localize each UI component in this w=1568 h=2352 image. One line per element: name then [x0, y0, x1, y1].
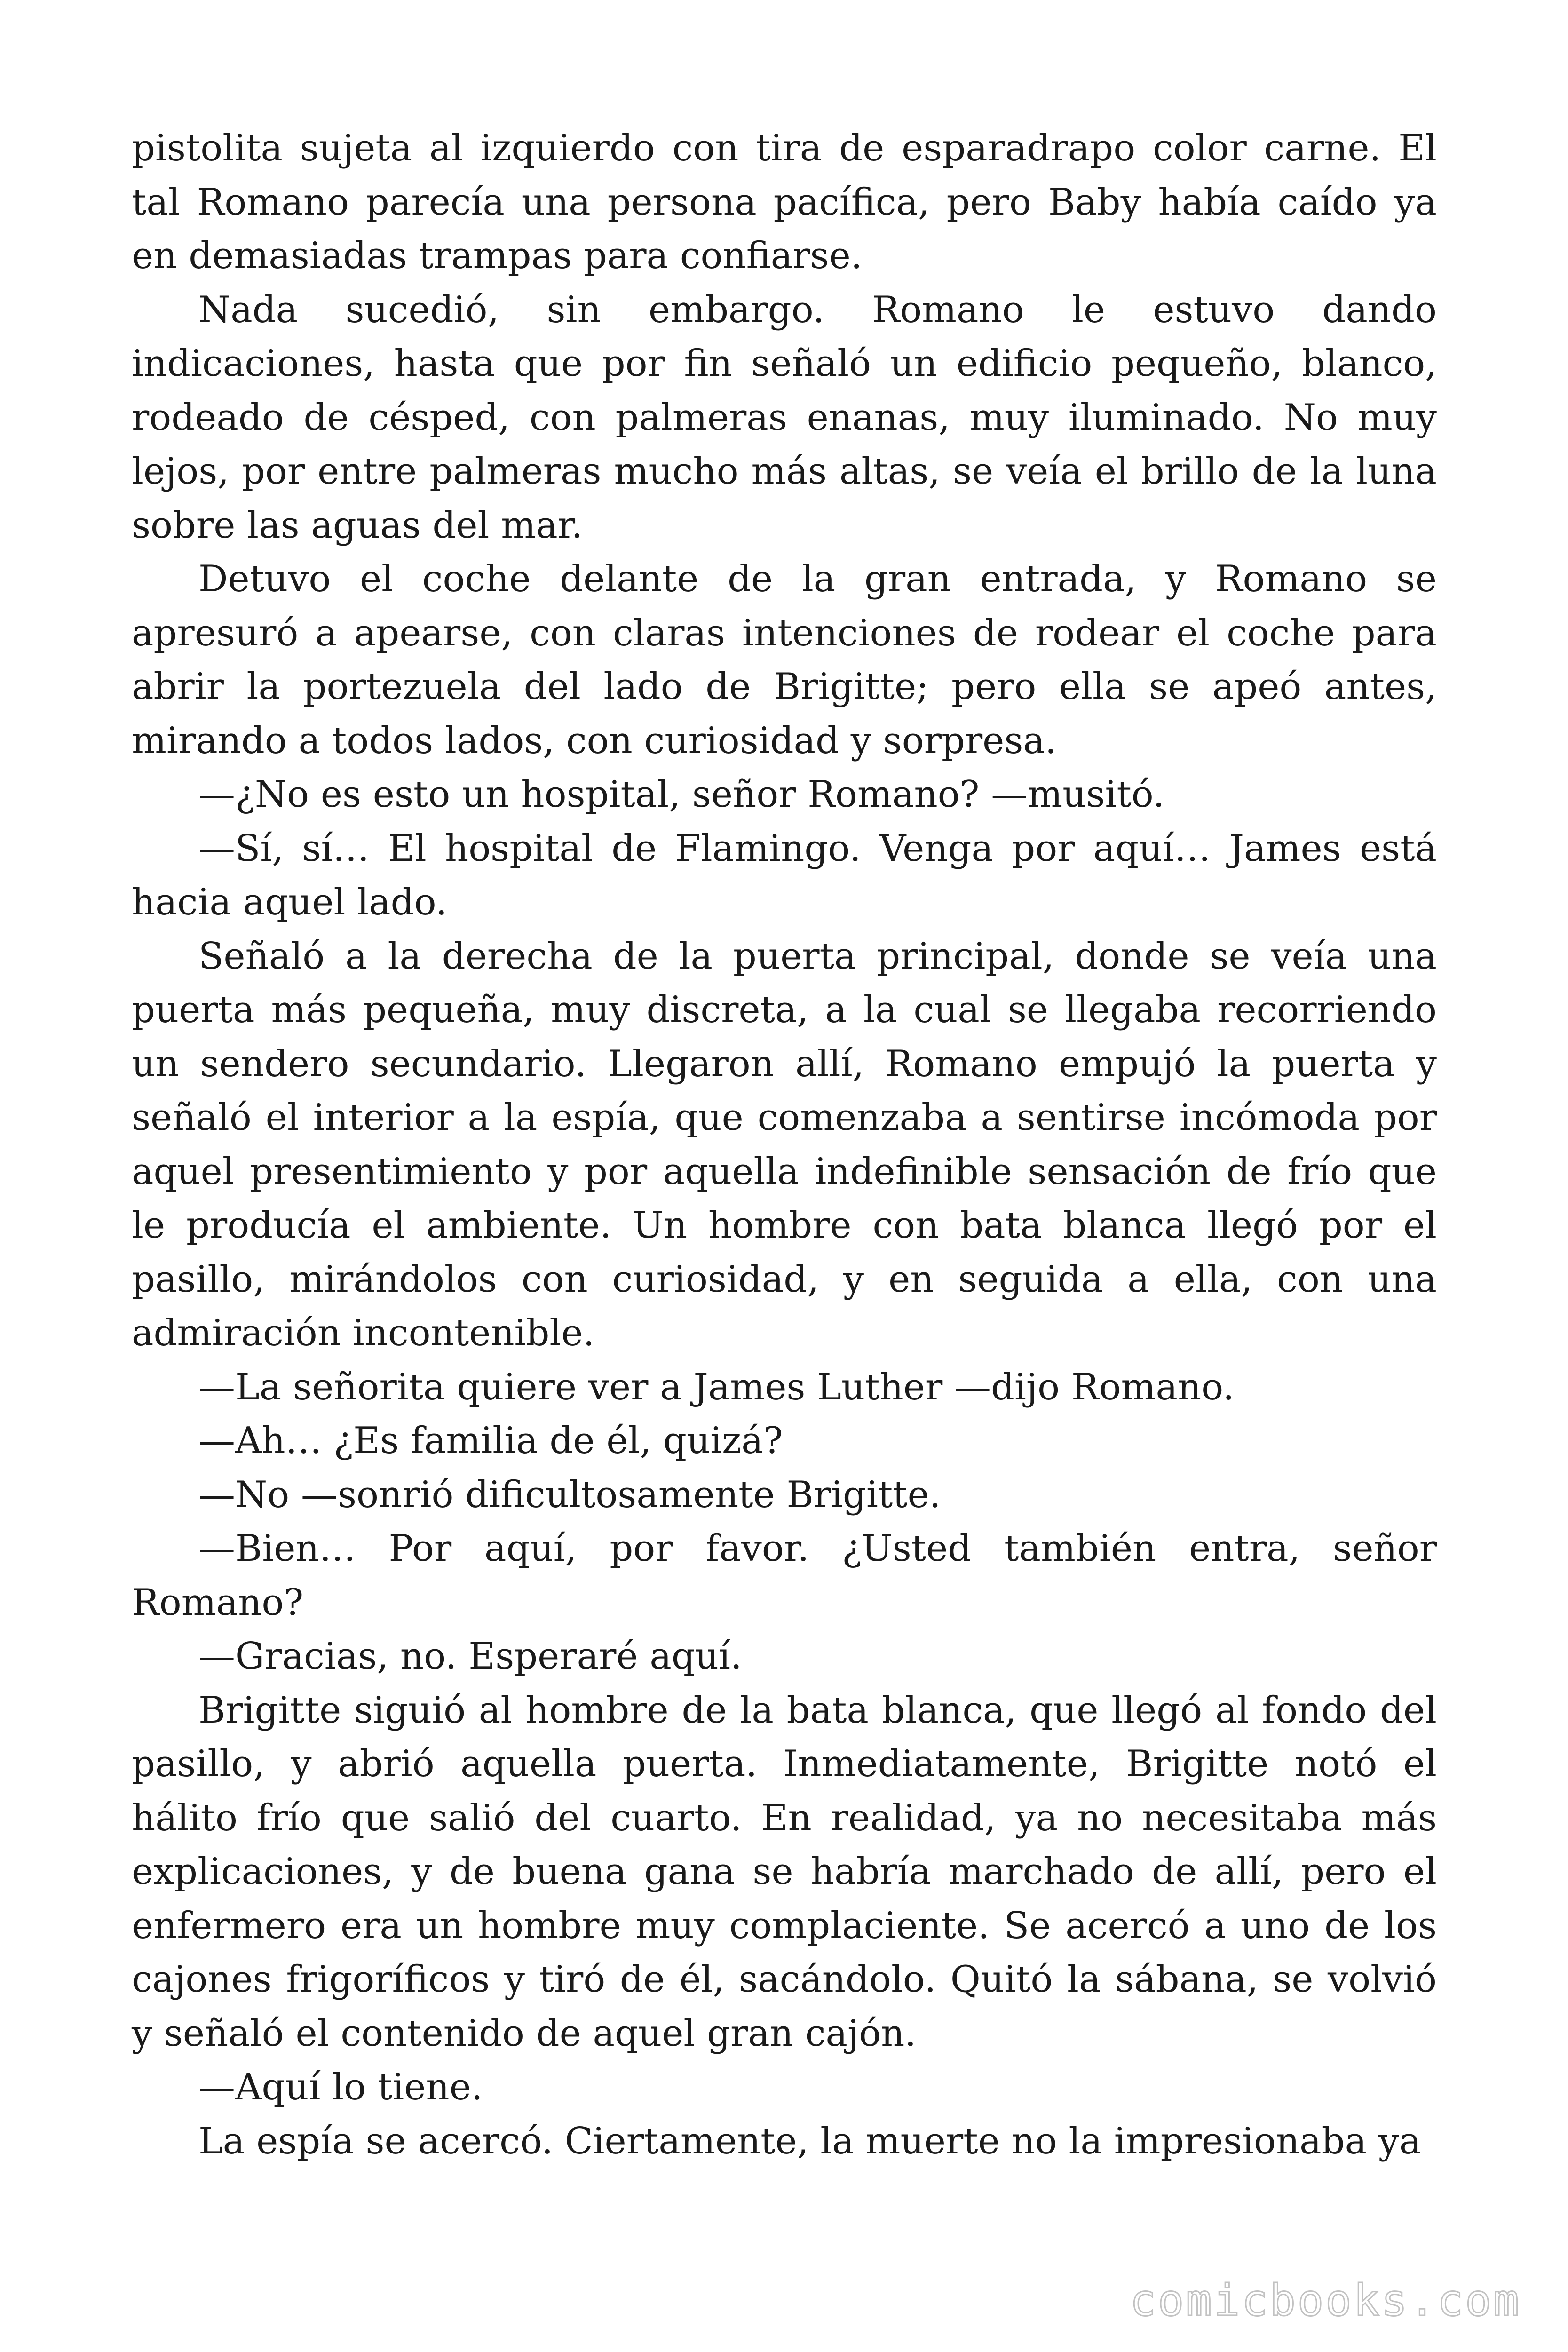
dialogue-line: —Gracias, no. Esperaré aquí.	[198, 1635, 742, 1677]
dialogue-line: —Sí, sí… El hospital de Flamingo. Venga por aquí… James está hacia aquel lado.	[132, 827, 1437, 923]
dialogue-line: —Bien… Por aquí, por favor. ¿Usted también entra, señor Romano?	[132, 1527, 1437, 1624]
paragraph-continuation: pistolita sujeta al izquierdo con tira de esparadrapo color carne. El tal Romano parecía una persona pacífica, pero Baby había caído ya en demasiadas trampas para confiarse.	[132, 127, 1437, 277]
page-body-text	[132, 121, 1437, 2168]
dialogue-line: —Ah… ¿Es familia de él, quizá?	[198, 1420, 783, 1462]
dialogue-line: —Aquí lo tiene.	[198, 2066, 483, 2108]
paragraph: Detuvo el coche delante de la gran entrada, y Romano se apresuró a apearse, con claras intenciones de rodear el coche para abrir la portezuela del lado de Brigitte; pero ella se apeó antes, mirando a todos lados, con curiosidad y sorpresa.	[132, 558, 1437, 762]
dialogue-line: —La señorita quiere ver a James Luther —dijo Romano.	[198, 1366, 1235, 1408]
site-watermark: comicbooks.com	[1130, 2275, 1521, 2326]
dialogue-line: —No —sonrió dificultosamente Brigitte.	[198, 1473, 941, 1516]
paragraph-last: La espía se acercó. Ciertamente, la muerte no la impresionaba ya	[198, 2120, 1421, 2162]
paragraph: Brigitte siguió al hombre de la bata blanca, que llegó al fondo del pasillo, y abrió aquella puerta. Inmediatamente, Brigitte notó el hálito frío que salió del cuarto. En realidad, ya no necesitaba más explicaciones, y de buena gana se habría marchado de allí, pero el enfermero era un hombre muy complaciente. Se acercó a uno de los cajones frigoríficos y tiró de él, sacándolo. Quitó la sábana, se volvió y señaló el contenido de aquel gran cajón.	[132, 1689, 1437, 2055]
dialogue-line: —¿No es esto un hospital, señor Romano? —musitó.	[198, 773, 1165, 816]
paragraph: Señaló a la derecha de la puerta principal, donde se veía una puerta más pequeña, muy discreta, a la cual se llegaba recorriendo un sendero secundario. Llegaron allí, Romano empujó la puerta y señaló el interior a la espía, que comenzaba a sentirse incómoda por aquel presentimiento y por aquella indefinible sensación de frío que le producía el ambiente. Un hombre con bata blanca llegó por el pasillo, mirándolos con curiosidad, y en seguida a ella, con una admiración incontenible.	[132, 935, 1437, 1354]
paragraph: Nada sucedió, sin embargo. Romano le estuvo dando indicaciones, hasta que por fin señaló un edificio pequeño, blanco, rodeado de césped, con palmeras enanas, muy iluminado. No muy lejos, por entre palmeras mucho más altas, se veía el brillo de la luna sobre las aguas del mar.	[132, 288, 1437, 547]
